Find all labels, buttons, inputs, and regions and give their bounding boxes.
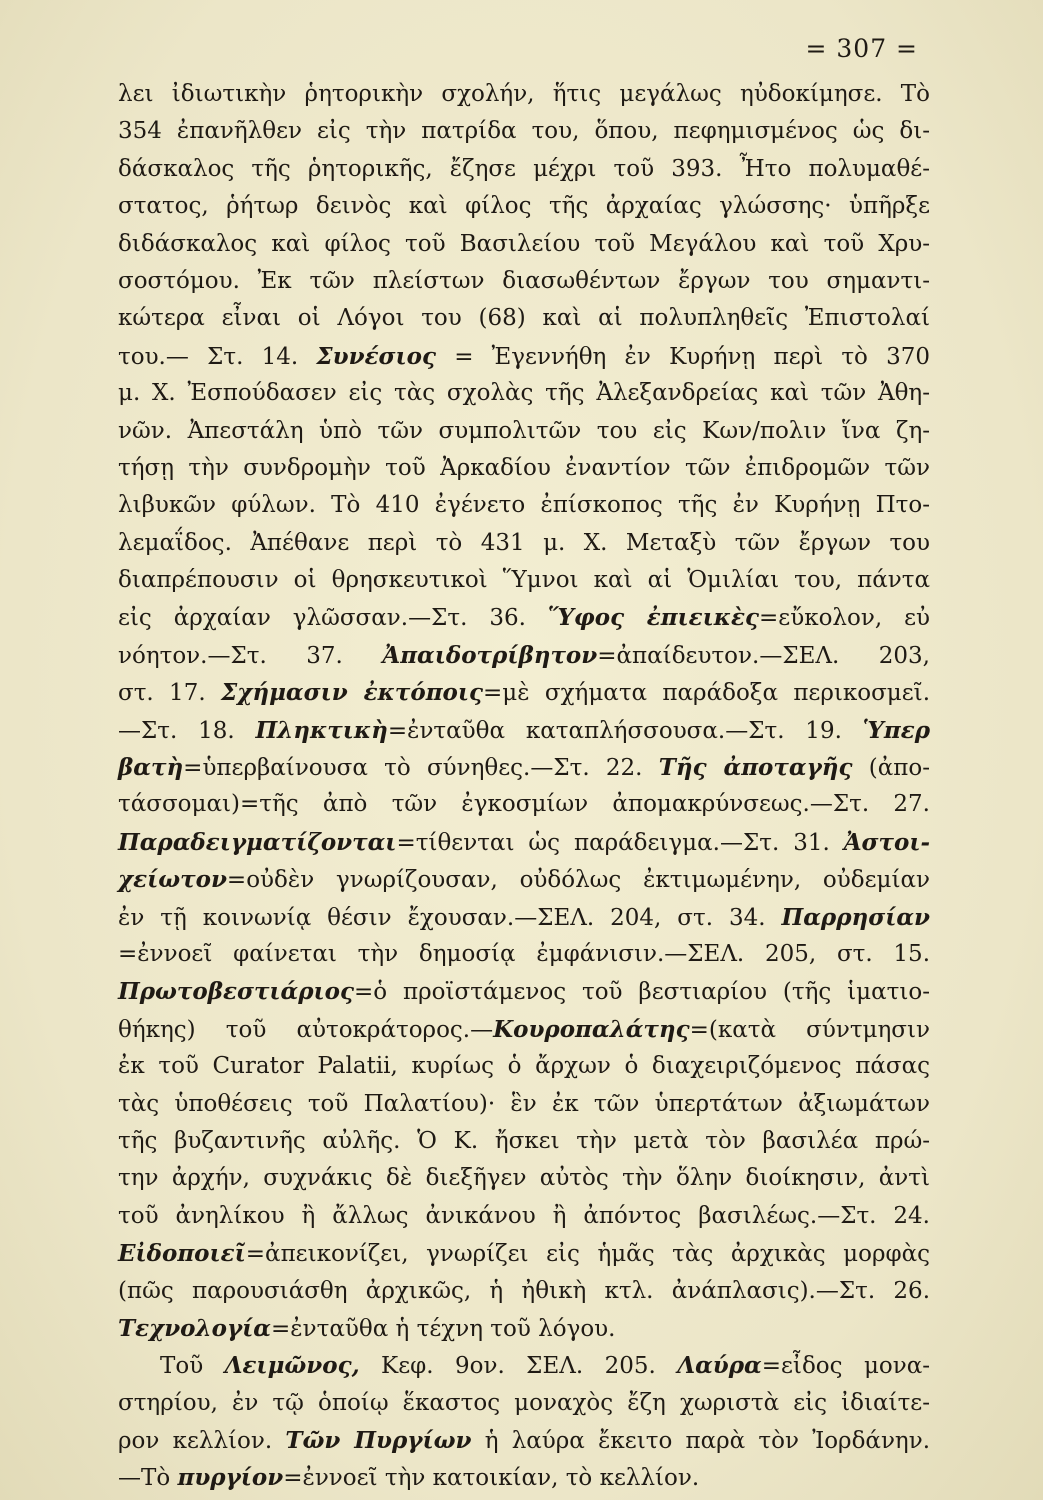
- lemma-term: χείωτον: [118, 866, 227, 894]
- text-line: [118, 1235, 930, 1272]
- text-line: [118, 1422, 930, 1459]
- text-segment: εἰς ἀρχαίαν γλῶσσαν.—Στ. 36.: [118, 605, 548, 632]
- text-segment: στηρίου, ἐν τῷ ὁποίῳ ἕκαστος μοναχὸς ἔζη χωριστὰ εἰς ἰδιαίτε-: [118, 1389, 930, 1416]
- text-line: [118, 487, 930, 524]
- text-line: [118, 899, 930, 936]
- text-segment: =τίθενται ὡς παράδειγμα.—Στ. 31.: [396, 829, 844, 856]
- text-line: [118, 674, 930, 711]
- text-segment: λεμαΐδος. Ἀπέθανε περὶ τὸ 431 μ. Χ. Μεταξὺ τῶν ἔργων του: [118, 529, 930, 556]
- text-segment: =ἀπεικονίζει, γνωρίζει εἰς ἡμᾶς τὰς ἀρχικὰς μορφὰς: [245, 1241, 930, 1268]
- text-segment: —Στ. 18.: [118, 717, 256, 744]
- text-line: [118, 1160, 930, 1197]
- lemma-term: Πληκτικὴ: [255, 716, 388, 744]
- text-segment: τὰς ὑποθέσεις τοῦ Παλατίου)· ἓν ἐκ τῶν ὑπερτάτων ἀξιωμάτων: [118, 1090, 930, 1117]
- text-segment: =ὑπερβαίνουσα τὸ σύνηθες.—Στ. 22.: [183, 755, 659, 782]
- text-line: [118, 1086, 930, 1123]
- text-segment: (πῶς παρουσιάσθη ἀρχικῶς, ἡ ἠθικὴ κτλ. ἀνάπλασις).—Στ. 26.: [118, 1277, 930, 1304]
- text-segment: ἡ λαύρα ἔκειτο παρὰ τὸν Ἰορδάνην.: [471, 1428, 930, 1455]
- text-line: [118, 637, 930, 674]
- text-line: [118, 413, 930, 450]
- text-segment: =ἐνταῦθα ἡ τέχνη τοῦ λόγου.: [271, 1315, 616, 1342]
- text-segment: την ἀρχήν, συχνάκις δὲ διεξῆγεν αὐτὸς τὴν ὅλην διοίκησιν, ἀντὶ: [118, 1165, 930, 1192]
- text-segment: στατος, ῥήτωρ δεινὸς καὶ φίλος τῆς ἀρχαίας γλώσσης· ὑπῆρξε: [118, 193, 930, 220]
- text-segment: του.— Στ. 14.: [118, 343, 317, 370]
- text-segment: Τοῦ: [160, 1353, 225, 1380]
- text-segment: τάσσομαι)=τῆς ἀπὸ τῶν ἐγκοσμίων ἀπομακρύνσεως.—Στ. 27.: [118, 791, 930, 818]
- lemma-term: Παραδειγματίζονται: [118, 828, 397, 856]
- text-segment: μ. Χ. Ἐσπούδασεν εἰς τὰς σχολὰς τῆς Ἀλεξανδρείας καὶ τῶν Ἀθη-: [118, 380, 930, 407]
- text-segment: =εὔκολον, εὐ: [759, 605, 930, 632]
- text-line: [118, 786, 930, 823]
- lemma-term: Πρωτοβεστιάριος: [118, 978, 355, 1006]
- page-number: = 307 =: [805, 34, 918, 63]
- text-segment: λει ἰδιωτικὴν ῥητορικὴν σχολήν, ἥτις μεγάλως ηὐδοκίμησε. Τὸ: [118, 81, 930, 107]
- text-segment: =ἐννοεῖ τὴν κατοικίαν, τὸ κελλίον.: [283, 1465, 700, 1492]
- text-line: [118, 1048, 930, 1085]
- text-segment: διαπρέπουσιν οἱ θρησκευτικοὶ Ὕμνοι καὶ αἱ Ὁμιλίαι του, πάντα: [118, 567, 930, 594]
- lemma-term: Λαύρα: [677, 1352, 762, 1380]
- text-line: [118, 1459, 930, 1496]
- text-segment: =εἶδος μονα-: [761, 1353, 931, 1380]
- text-line: [118, 188, 930, 225]
- lemma-term: Τῶν Πυργίων: [285, 1427, 472, 1455]
- text-line: [118, 151, 930, 188]
- lemma-term: Εἰδοποιεῖ: [118, 1240, 246, 1268]
- text-segment: —Τὸ: [118, 1465, 178, 1492]
- text-line: [118, 338, 930, 375]
- text-segment: ἐκ τοῦ Curator Palatii, κυρίως ὁ ἄρχων ὁ διαχειριζόμενος πάσας: [118, 1053, 930, 1080]
- lemma-term: πυργίον: [177, 1464, 284, 1492]
- text-segment: Κεφ. 9ον. ΣΕΛ. 205.: [359, 1353, 678, 1380]
- text-segment: 354 ἐπανῆλθεν εἰς τὴν πατρίδα του, ὅπου, πεφημισμένος ὡς δι-: [118, 118, 930, 145]
- text-line: [118, 599, 930, 636]
- text-line: [118, 973, 930, 1010]
- text-line: [118, 749, 930, 786]
- text-line: [118, 1310, 930, 1347]
- text-segment: =ἐνταῦθα καταπλήσσουσα.—Στ. 19.: [387, 717, 863, 744]
- text-segment: (ἀπο-: [852, 755, 930, 782]
- text-line: [118, 1385, 930, 1422]
- lemma-term: Κουροπαλάτης: [493, 1015, 690, 1043]
- text-line: [118, 113, 930, 150]
- text-segment: =ὁ προϊστάμενος τοῦ βεστιαρίου (τῆς ἱματιο-: [354, 979, 930, 1006]
- text-segment: νῶν. Ἀπεστάλη ὑπὸ τῶν συμπολιτῶν του εἰς Κων/πολιν ἵνα ζη-: [118, 417, 930, 444]
- text-line: [118, 76, 930, 113]
- lemma-term: Τῆς ἀποταγῆς: [658, 754, 853, 782]
- text-segment: διδάσκαλος καὶ φίλος τοῦ Βασιλείου τοῦ Μεγάλου καὶ τοῦ Χρυ-: [118, 230, 930, 257]
- body-text: [118, 76, 930, 1497]
- text-segment: =ἀπαίδευτον.—ΣΕΛ. 203,: [597, 642, 930, 669]
- text-line: [118, 1198, 930, 1235]
- text-line: [118, 712, 930, 749]
- text-segment: =οὐδὲν γνωρίζουσαν, οὐδόλως ἐκτιμωμένην, οὐδεμίαν: [226, 867, 930, 894]
- lemma-term: Παρρησίαν: [781, 903, 930, 931]
- text-line: [118, 562, 930, 599]
- text-line: [118, 226, 930, 263]
- text-segment: νόητον.—Στ. 37.: [118, 642, 383, 669]
- text-line: [118, 263, 930, 300]
- text-segment: ἐν τῇ κοινωνίᾳ θέσιν ἔχουσαν.—ΣΕΛ. 204, στ. 34.: [118, 904, 782, 931]
- text-line: [118, 300, 930, 337]
- text-segment: τῆς βυζαντινῆς αὐλῆς. Ὁ Κ. ἤσκει τὴν μετὰ τὸν βασιλέα πρώ-: [118, 1127, 930, 1154]
- text-segment: θήκης) τοῦ αὐτοκράτορος.—: [118, 1016, 494, 1043]
- text-segment: κώτερα εἶναι οἱ Λόγοι του (68) καὶ αἱ πολυπληθεῖς Ἐπιστολαί: [118, 305, 930, 332]
- text-line: [118, 1347, 930, 1384]
- text-line: [118, 1273, 930, 1310]
- text-segment: =μὲ σχήματα παράδοξα περικοσμεῖ.: [483, 680, 930, 707]
- lemma-term: Λειμῶνος,: [224, 1352, 360, 1380]
- text-segment: τοῦ ἀνηλίκου ἢ ἄλλως ἀνικάνου ἢ ἀπόντος βασιλέως.—Στ. 24.: [118, 1202, 930, 1229]
- lemma-term: Ἀστοι-: [843, 828, 930, 856]
- text-line: [118, 936, 930, 973]
- lemma-term: βατὴ: [118, 754, 184, 782]
- text-segment: σοστόμου. Ἐκ τῶν πλείστων διασωθέντων ἔργων του σημαντι-: [118, 267, 930, 294]
- text-segment: ρον κελλίον.: [118, 1428, 286, 1455]
- text-line: [118, 1011, 930, 1048]
- text-segment: =(κατὰ σύντμησιν: [689, 1016, 930, 1043]
- text-segment: = Ἐγεννήθη ἐν Κυρήνῃ περὶ τὸ 370: [435, 343, 931, 370]
- text-segment: στ. 17.: [118, 680, 221, 707]
- text-line: [118, 525, 930, 562]
- text-segment: =ἐννοεῖ φαίνεται τὴν δημοσίᾳ ἐμφάνισιν.—ΣΕΛ. 205, στ. 15.: [118, 940, 930, 967]
- text-line: [118, 450, 930, 487]
- text-segment: τήσῃ τὴν συνδρομὴν τοῦ Ἀρκαδίου ἐναντίον τῶν ἐπιδρομῶν τῶν: [118, 454, 930, 481]
- text-line: [118, 861, 930, 898]
- lemma-term: Ἀπαιδοτρίβητον: [382, 641, 598, 669]
- lemma-term: Συνέσιος: [316, 342, 436, 370]
- lemma-term: Ὑπερ: [862, 716, 930, 744]
- lemma-term: Σχήμασιν ἐκτόποις: [220, 679, 484, 707]
- lemma-term: Τεχνολογία: [118, 1314, 272, 1342]
- text-line: [118, 375, 930, 412]
- text-line: [118, 1123, 930, 1160]
- text-segment: λιβυκῶν φύλων. Τὸ 410 ἐγένετο ἐπίσκοπος τῆς ἐν Κυρήνῃ Πτο-: [118, 492, 930, 519]
- text-segment: δάσκαλος τῆς ῥητορικῆς, ἔζησε μέχρι τοῦ 393. Ἦτο πολυμαθέ-: [118, 155, 930, 182]
- text-line: [118, 824, 930, 861]
- lemma-term: Ὕφος ἐπιεικὲς: [547, 604, 760, 632]
